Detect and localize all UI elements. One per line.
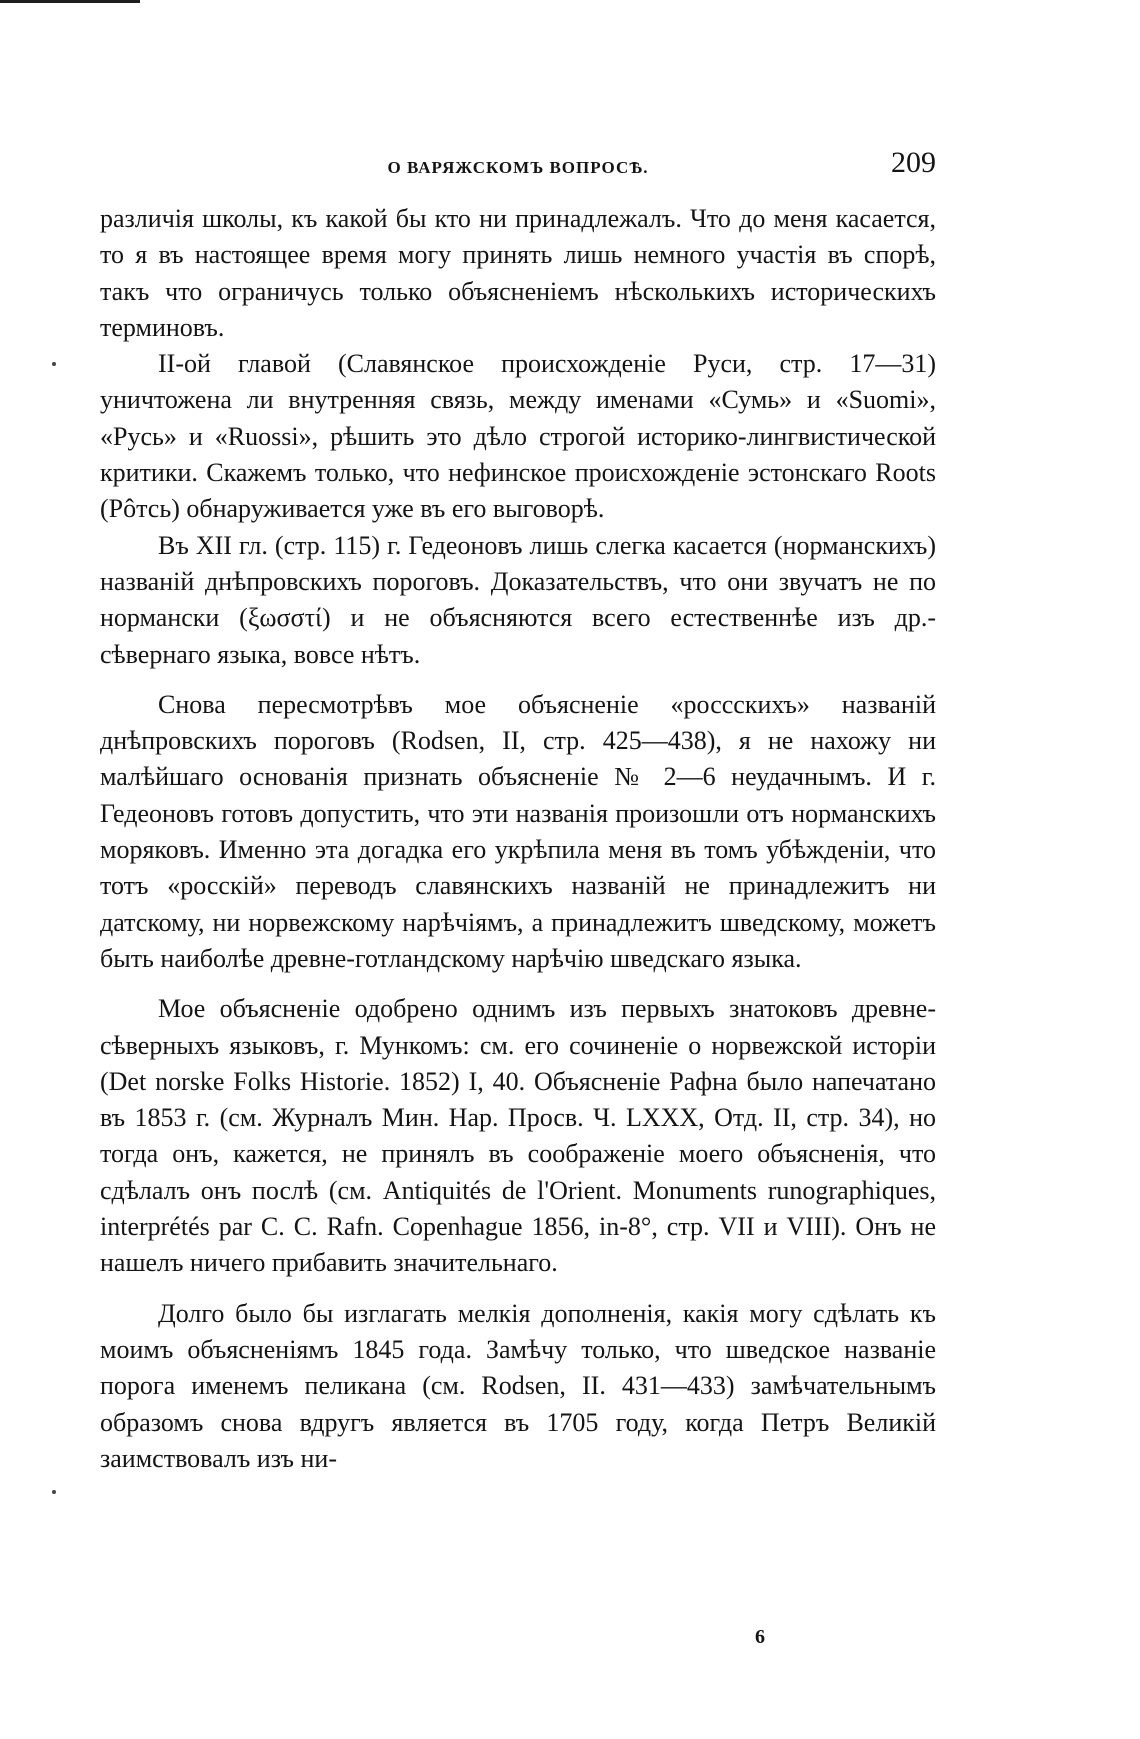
paragraph: Долго было бы изглагать мелкія дополненія, какія могу сдѣлать къ моимъ объясненіямъ 1845 года. Замѣчу только, что шведское названіе порога именемъ пеликана (см. Rodsen, II. 431—433) замѣчательнымъ образомъ снова вдругъ является въ 1705 году, когда Петръ Великій заимствовалъ изъ ни- — [100, 1298, 936, 1473]
margin-dot — [52, 1490, 56, 1494]
paragraph: Въ XII гл. (стр. 115) г. Гедеоновъ лишь слегка касается (норманскихъ) названій днѣпровскихъ пороговъ. Доказательствъ, что они звучатъ не по нормански (ξωσστί) и не объясняются всего естественнѣе изъ др.-сѣвернаго языка, вовсе нѣтъ. — [100, 530, 936, 669]
top-corner-rule — [0, 0, 140, 3]
running-title: О ВАРЯЖСКОМЪ ВОПРОСѢ. — [387, 158, 649, 177]
signature-mark: 6 — [755, 1626, 765, 1648]
paragraph-continued: различія школы, къ какой бы кто ни принадлежалъ. Что до меня касается, то я въ настоящее время могу принять лишь немного участія въ спорѣ, такъ что ограничусь только объясненіемъ нѣсколькихъ историческихъ терминовъ. — [100, 204, 936, 342]
paragraph: Мое объясненіе одобрено однимъ изъ первыхъ знатоковъ древне-сѣверныхъ языковъ, г. Мункомъ: см. его сочиненіе о норвежской исторіи (Det norske Folks Historie. 1852) I, 40. Объясненіе Рафна было напечатано въ 1853 г. (см. Журналъ Мин. Нар. Просв. Ч. LXXX, Отд. II, стр. 34), но тогда онъ, кажется, не принялъ въ соображеніе моего объясненія, что сдѣлалъ онъ послѣ (см. Antiquités de l'Orient. Monuments runographiques, interprétés par C. C. Rafn. Copenhague 1856, in-8°, стр. VII и VIII). Онъ не нашелъ ничего прибавить значительнаго. — [100, 994, 937, 1278]
page-header — [100, 146, 936, 186]
paragraph: Снова пересмотрѣвъ мое объясненіе «россскихъ» названій днѣпровскихъ пороговъ (Rodsen, II, стр. 425—438), я не нахожу ни малѣйшаго основанія признать объясненіе № 2—6 неудачнымъ. И г. Гедеоновъ готовъ допустить, что эти названія произошли отъ норманскихъ моряковъ. Именно эта догадка его укрѣпила меня въ томъ убѣжденіи, что тотъ «росскій» переводъ славянскихъ названій не принадлежитъ ни датскому, ни норвежскому нарѣчіямъ, а принадлежитъ шведскому, можетъ быть наиболѣе древне-готландскому нарѣчію шведскаго языка. — [100, 689, 936, 973]
margin-dot — [52, 362, 56, 366]
paragraph: II-ой главой (Славянское происхожденіе Руси, стр. 17—31) уничтожена ли внутренняя связь, между именами «Сумь» и «Suomi», «Русь» и «Ruossi», рѣшить это дѣло строгой историко-лингвистической критики. Скажемъ только, что нефинское происхожденіе эстонскаго Roots (Рôтсь) обнаруживается уже въ его выговорѣ. — [100, 349, 936, 524]
body-text — [100, 201, 936, 1477]
page-number: 209 — [891, 146, 936, 179]
